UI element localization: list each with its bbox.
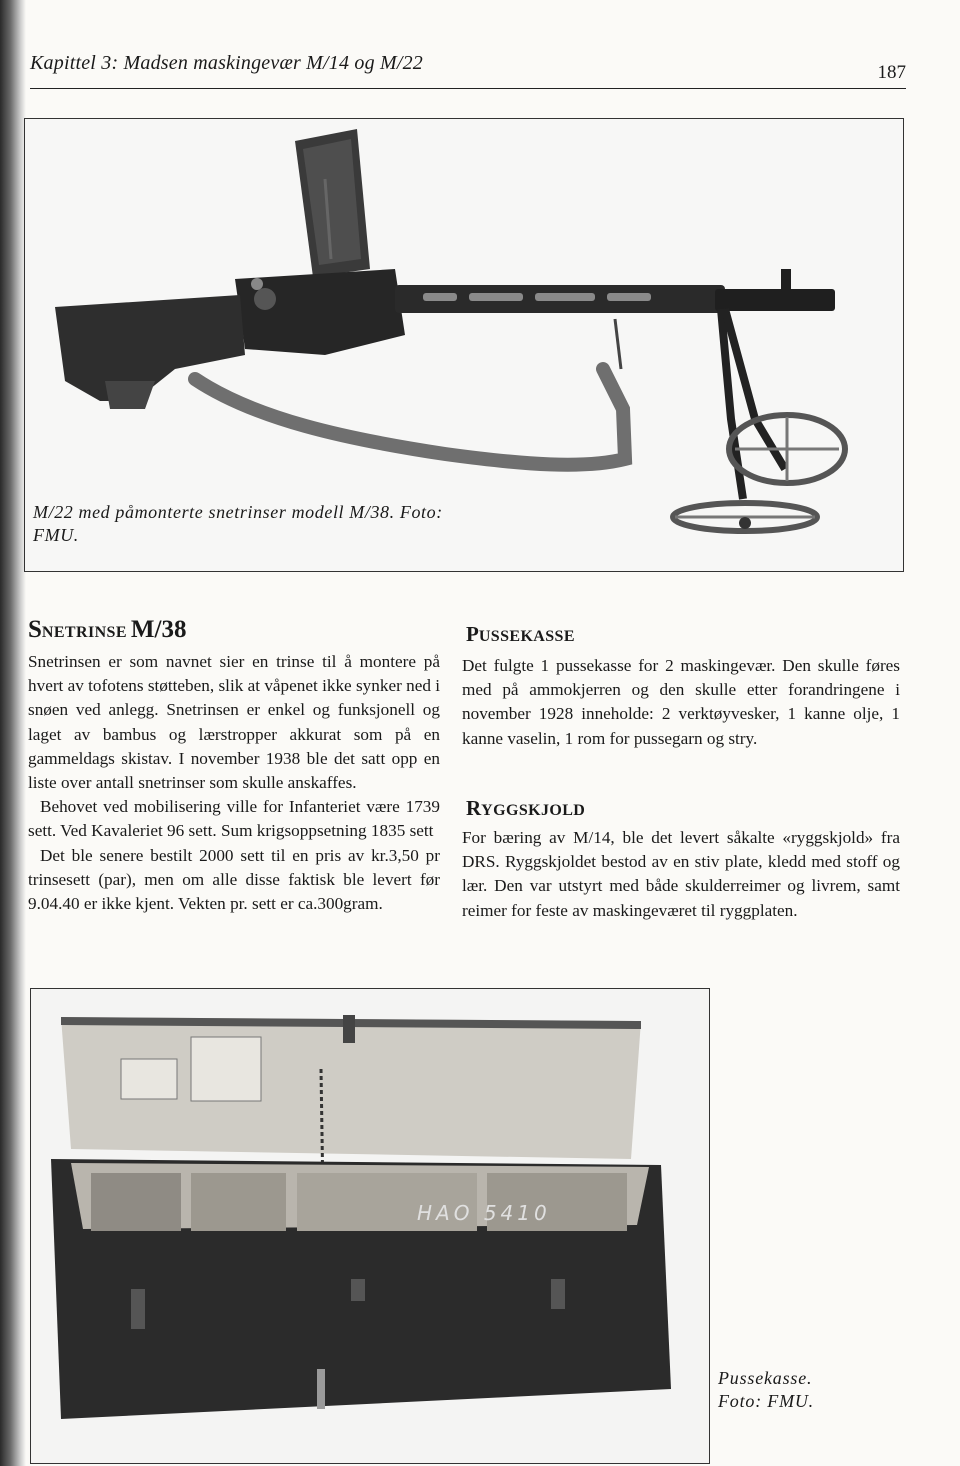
book-binding-shadow <box>0 0 26 1466</box>
heading-snetrinse-initial: S <box>28 616 42 643</box>
heading-ryggskjold-rest: YGGSKJOLD <box>481 802 586 819</box>
heading-snetrinse <box>28 616 186 644</box>
pussekasse-caption-line-1: Pussekasse. <box>718 1368 813 1388</box>
heading-snetrinse-model: M/38 <box>130 616 187 643</box>
pussekasse-caption-line-2: Foto: FMU. <box>718 1391 814 1411</box>
heading-ryggskjold-initial: R <box>466 796 482 820</box>
pussekasse-photo <box>31 989 709 1463</box>
snetrinse-body <box>28 650 440 916</box>
ryggskjold-paragraph: For bæring av M/14, ble det levert såkalte «ryggskjold» fra DRS. Ryggskjoldet bestod av en stiv plate, kledd med stoff og lær. Den var utstyrt med både skulderreimer og livrem, samt reimer for feste av maskingeværet til ryggplaten. <box>462 828 900 920</box>
machine-gun-figure <box>24 118 904 572</box>
snetrinse-paragraph-2: Behovet ved mobilisering ville for Infanteriet være 1739 sett. Ved Kavaleriet 96 sett. Sum krigsoppsetning 1835 sett <box>28 797 440 841</box>
chapter-title: Kapittel 3: Madsen maskingevær M/14 og M/22 <box>30 52 423 74</box>
pussekasse-caption <box>718 1367 918 1413</box>
pussekasse-paragraph: Det fulgte 1 pussekasse for 2 maskingevær. Den skulle føres med på ammokjerren og den skulle etter forandringene i november 1928 inneholde: 2 verktøyvesker, 1 kanne olje, 1 kanne vaselin, 1 rom for pussegarn og stry. <box>462 656 900 748</box>
machine-gun-caption: M/22 med påmonterte snetrinser modell M/38. Foto: FMU. <box>33 502 443 545</box>
snetrinse-paragraph-1: Snetrinsen er som navnet sier en trinse til å montere på hvert av tofotens støtteben, slik at våpenet ikke synker ned i snøen ved anlegg. Snetrinsen er enkel og funksjonell og laget av bambus og lærstropper akkurat som på en gammeldags skistav. I november 1938 ble det satt opp en liste over antall snetrinser som skulle anskaffes. <box>28 652 440 793</box>
box-stencil: HAO 5410 <box>417 1201 551 1225</box>
pussekasse-body <box>462 654 900 751</box>
page-number: 187 <box>877 62 906 83</box>
heading-pussekasse-initial: P <box>466 622 479 646</box>
heading-ryggskjold <box>466 796 585 821</box>
running-head <box>30 50 906 89</box>
pussekasse-figure <box>30 988 710 1464</box>
snetrinse-paragraph-3: Det ble senere bestilt 2000 sett til en pris av kr.3,50 pr trinsesett (par), men om alle disse faktisk ble levert før 9.04.40 er ikke kjent. Vekten pr. sett er ca.300gram. <box>28 845 440 914</box>
ryggskjold-body <box>462 826 900 923</box>
heading-snetrinse-rest: NETRINSE <box>41 624 127 641</box>
heading-pussekasse <box>466 622 575 647</box>
heading-pussekasse-rest: USSEKASSE <box>478 628 575 645</box>
